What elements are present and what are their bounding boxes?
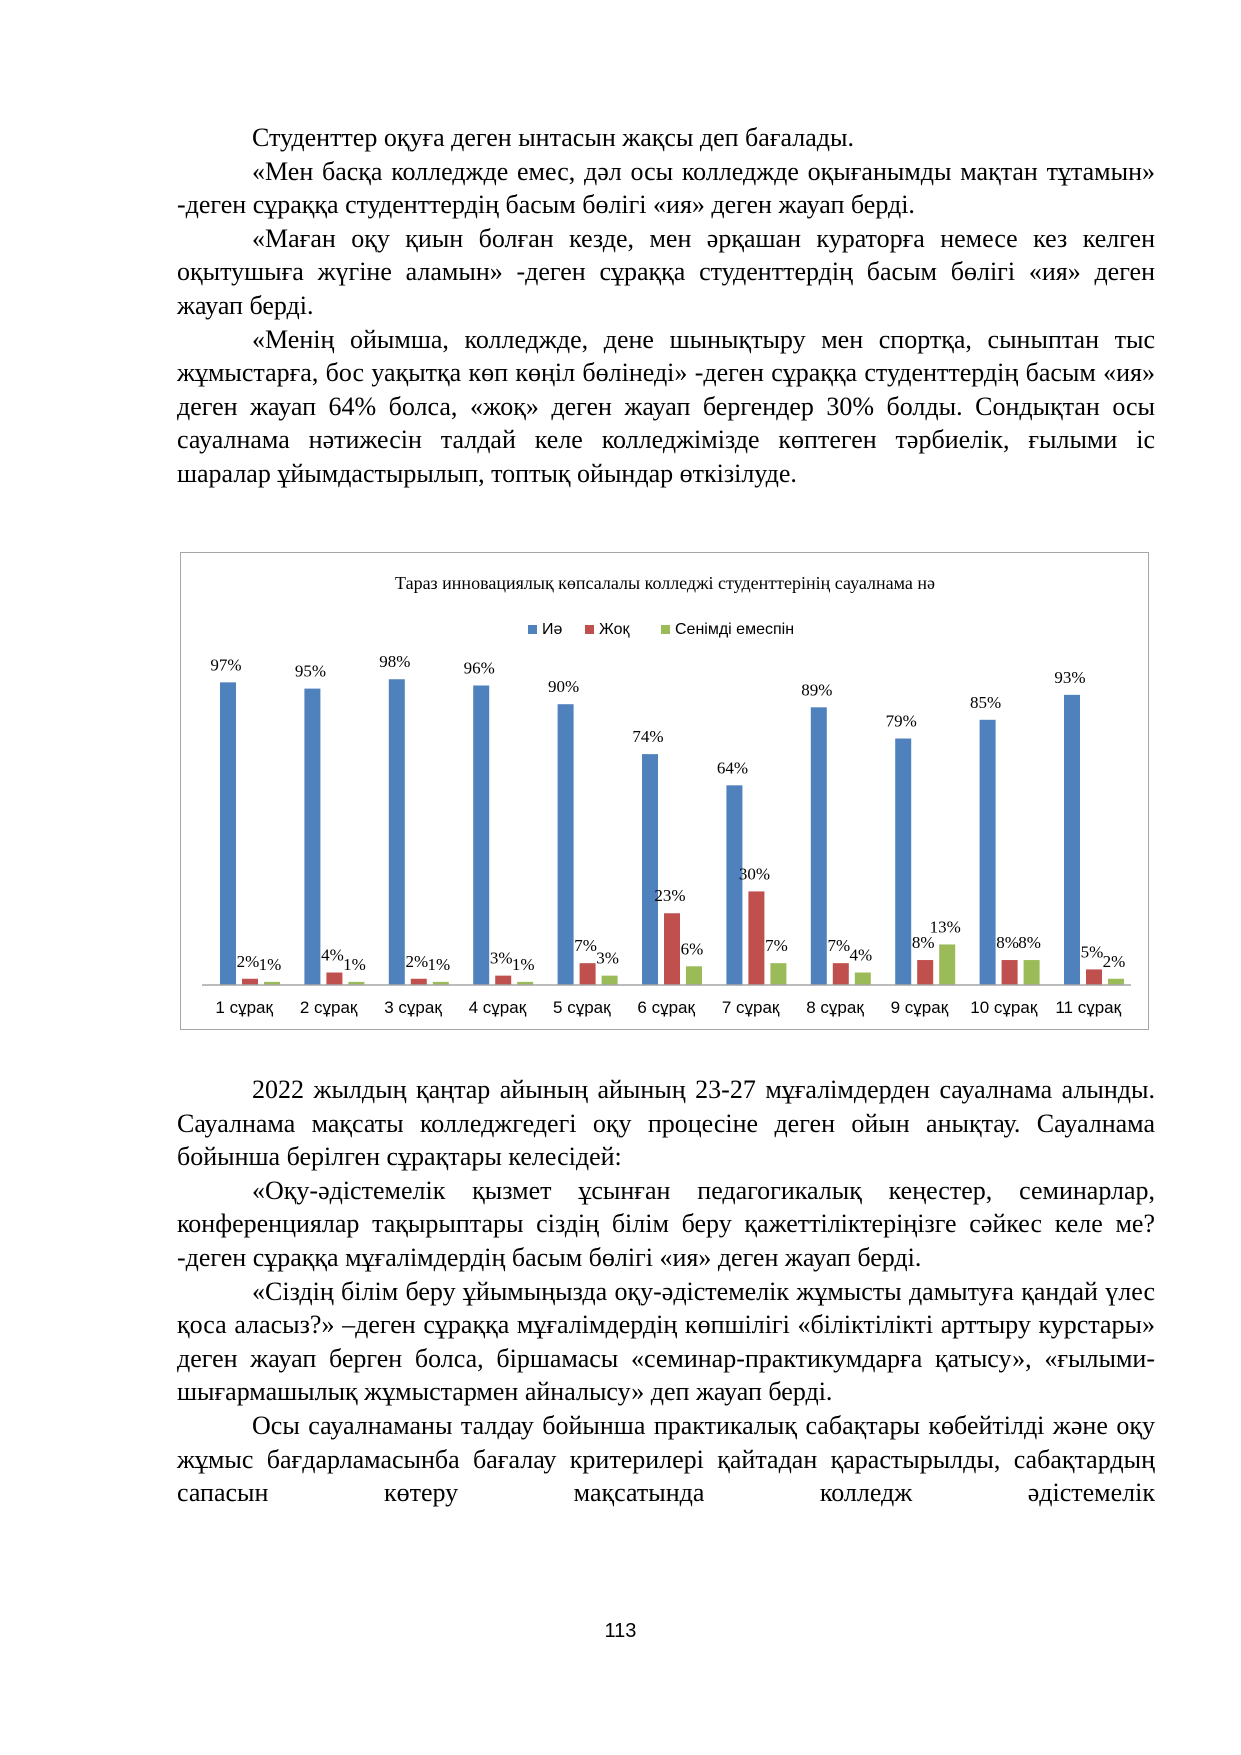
- chart-title: Тараз инновациялық көпсалалы колледжі студенттерінің сауалнама нә: [395, 573, 935, 593]
- data-label: 6%: [680, 939, 704, 959]
- bar: [1024, 960, 1040, 985]
- category-label: 7 сұрақ: [721, 998, 780, 1017]
- data-label: 7%: [827, 936, 851, 956]
- bar: [602, 976, 618, 985]
- category-label: 4 сұрақ: [468, 998, 527, 1017]
- category-label: 2 сұрақ: [299, 998, 358, 1017]
- bar: [770, 963, 786, 985]
- category-label: 10 сұрақ: [970, 998, 1038, 1017]
- data-label: 74%: [632, 727, 664, 747]
- data-label: 2%: [236, 951, 260, 971]
- data-label: 1%: [511, 954, 535, 974]
- category-label: 1 сұрақ: [215, 998, 273, 1017]
- data-label: 85%: [970, 692, 1002, 712]
- data-label: 1%: [258, 954, 282, 974]
- legend-entry: Иә: [542, 621, 563, 638]
- chart-bars: [210, 652, 1125, 985]
- paragraph: «Оқу-әдістемелік қызмет ұсынған педагогикалық кеңестер, семинарлар, конференциялар тақырыптары сіздің білім беру қажеттіліктеріңізге сәйкес келе ме? -деген сұраққа мұғалімдердің басым бөлігі «ия» деген жауап берді.: [177, 1175, 1155, 1272]
- legend-entry: Жоқ: [599, 621, 630, 638]
- data-label: 2%: [1102, 951, 1126, 971]
- data-label: 7%: [765, 936, 788, 956]
- data-label: 90%: [548, 677, 580, 697]
- bar: [726, 785, 742, 985]
- bar: [811, 707, 827, 985]
- data-label: 23%: [654, 886, 686, 906]
- category-label: 9 сұрақ: [890, 998, 949, 1017]
- bar: [686, 966, 702, 985]
- bar: [326, 973, 342, 985]
- data-label: 79%: [885, 711, 917, 731]
- data-label: 5%: [1080, 942, 1104, 962]
- data-label: 95%: [294, 661, 326, 681]
- data-label: 1%: [427, 954, 451, 974]
- bar: [664, 913, 680, 985]
- paragraph: «Маған оқу қиын болған кезде, мен әрқашан кураторға немесе кез келген оқытушыға жүгіне аламын» -деген сұраққа студенттердің басым бөлігі «ия» деген жауап берді.: [177, 223, 1155, 320]
- survey-chart: [180, 552, 1149, 1030]
- category-labels: [215, 998, 1121, 1017]
- data-label: 8%: [1018, 933, 1041, 953]
- bar: [642, 754, 658, 985]
- bar: [495, 976, 511, 985]
- text-block-bottom: [177, 1073, 1155, 1510]
- data-label: 7%: [574, 936, 597, 956]
- bar: [895, 739, 911, 985]
- data-label: 13%: [929, 917, 961, 937]
- data-label: 4%: [321, 945, 344, 965]
- paragraph: «Менің ойымша, колледжде, дене шынықтыру мен спортқа, сыныптан тыс жұмыстарға, бос уақытқа көп көңіл бөлінеді» -деген сұраққа студенттердің басым «ия» деген жауап 64% болса, «жоқ» деген жауап бергендер 30% болды. Сондықтан осы сауалнама нәтижесін талдай келе колледжімізде көптеген тәрбиелік, ғылыми іс шаралар ұйымдастырылып, топтық ойындар өткізілуде.: [177, 324, 1155, 488]
- bar: [473, 685, 489, 985]
- data-label: 93%: [1054, 667, 1086, 687]
- bar: [1064, 695, 1080, 985]
- data-label: 96%: [463, 658, 495, 678]
- bar: [304, 689, 320, 985]
- paragraph: Осы сауалнаманы талдау бойынша практикалық сабақтары көбейтілді және оқу жұмыс бағдарламасынба бағалау критерилері қайтадан қарастырылды, сабақтардың сапасын көтеру мақсатында колледж әдістемелік: [177, 1410, 1155, 1508]
- data-label: 98%: [379, 652, 411, 672]
- bar: [980, 720, 996, 985]
- category-label: 6 сұрақ: [637, 998, 695, 1017]
- bar: [833, 963, 849, 985]
- text-block-top: [177, 121, 1155, 491]
- data-label: 3%: [489, 948, 513, 968]
- data-label: 2%: [405, 951, 429, 971]
- data-label: 30%: [738, 864, 770, 884]
- bar: [855, 973, 871, 985]
- data-label: 8%: [996, 933, 1019, 953]
- legend-swatch: [585, 625, 594, 634]
- bar: [748, 891, 764, 985]
- legend-entry: Сенімді емеспін: [675, 621, 795, 638]
- bar: [580, 963, 596, 985]
- paragraph: 2022 жылдың қаңтар айының айының 23-27 мұғалімдерден сауалнама алынды. Сауалнама мақсаты колледжгедегі оқу процесіне деген ойын анықтау. Сауалнама бойынша берілген сұрақтары келесідей:: [177, 1075, 1155, 1172]
- chart-canvas: [181, 553, 1148, 1029]
- bar: [411, 979, 427, 985]
- data-label: 89%: [801, 680, 833, 700]
- paragraph: «Мен басқа колледжде емес, дәл осы колледжде оқығанымды мақтан тұтамын» -деген сұраққа студенттердің басым бөлігі «ия» деген жауап берді.: [177, 156, 1155, 220]
- data-label: 97%: [210, 655, 242, 675]
- data-label: 3%: [596, 948, 619, 968]
- paragraph: Студенттер оқуға деген ынтасын жақсы деп бағалады.: [252, 123, 854, 152]
- chart-legend: [528, 621, 794, 638]
- data-label: 8%: [911, 933, 935, 953]
- bar: [939, 944, 955, 985]
- data-label: 1%: [343, 954, 366, 974]
- category-label: 3 сұрақ: [384, 998, 442, 1017]
- legend-swatch: [661, 625, 670, 634]
- bar: [558, 704, 574, 985]
- bar: [220, 682, 236, 985]
- bar: [1002, 960, 1018, 985]
- bar: [917, 960, 933, 985]
- category-label: 5 сұрақ: [553, 998, 611, 1017]
- category-label: 8 сұрақ: [806, 998, 864, 1017]
- category-label: 11 сұрақ: [1055, 998, 1122, 1017]
- legend-swatch: [528, 625, 537, 634]
- paragraph: «Сіздің білім беру ұйымыңызда оқу-әдістемелік жұмысты дамытуға қандай үлес қоса аласыз?» –деген сұраққа мұғалімдердің көпшілігі «біліктілікті арттыру курстары» деген жауап берген болса, біршамасы «семинар-практикумдарға қатысу», «ғылыми-шығармашылық жұмыстармен айналысу» деп жауап берді.: [177, 1276, 1155, 1407]
- bar: [1086, 969, 1102, 985]
- bar: [1108, 979, 1124, 985]
- bar: [389, 679, 405, 985]
- data-label: 4%: [849, 945, 873, 965]
- page-number: 113: [604, 1620, 637, 1642]
- bar: [242, 979, 258, 985]
- data-label: 64%: [716, 758, 748, 778]
